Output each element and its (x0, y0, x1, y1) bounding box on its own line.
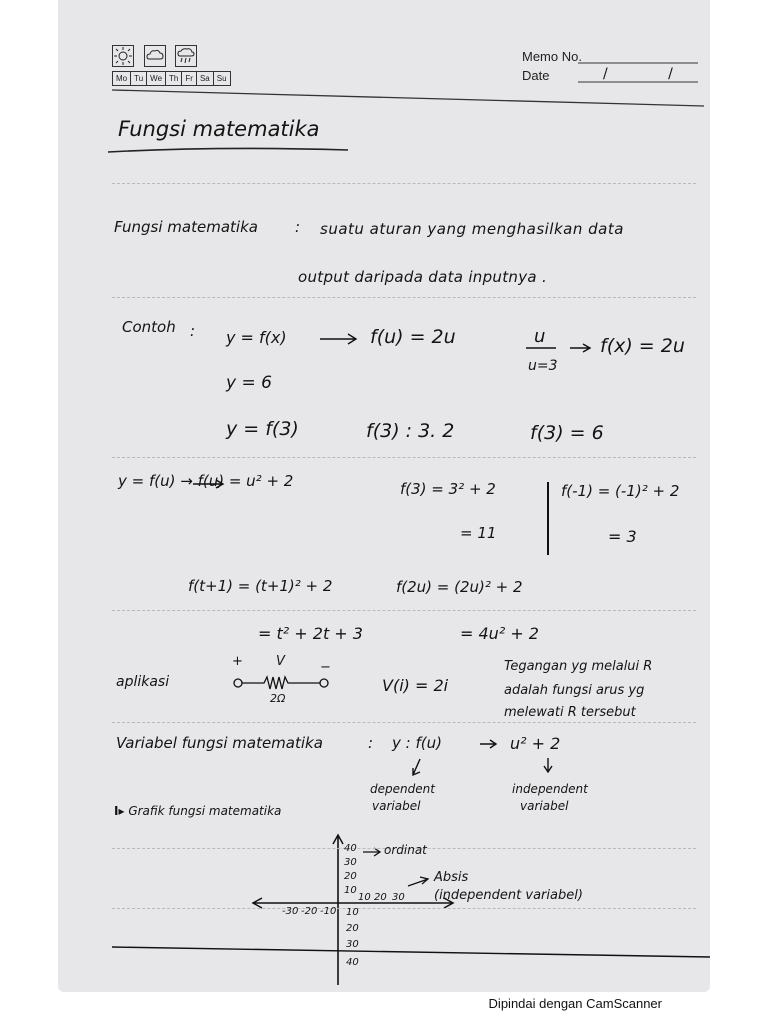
x-tick: -10 (320, 906, 337, 917)
variabel-expr: y : f(u) (392, 734, 442, 752)
x-tick: 10 (358, 892, 371, 903)
example-f3: f(3) = 3² + 2 (400, 480, 496, 498)
aplikasi-label: aplikasi (116, 674, 170, 690)
ruled-line (112, 908, 696, 909)
day-sa: Sa (197, 72, 214, 85)
y-tick: 10 (344, 885, 357, 896)
example-ft-result: = t² + 2t + 3 (258, 624, 363, 643)
y-tick: 20 (344, 871, 357, 882)
bullet-icon: I▸ (114, 804, 125, 818)
example-fneg: f(-1) = (-1)² + 2 (561, 482, 680, 500)
contoh-y-fx: y = f(x) (226, 328, 287, 347)
resistor-value: 2Ω (270, 692, 286, 705)
x-tick: 20 (374, 892, 387, 903)
aplikasi-equation: V(i) = 2i (382, 676, 449, 695)
day-fr: Fr (182, 72, 197, 85)
example-f2u: f(2u) = (2u)² + 2 (396, 578, 523, 596)
x-tick: -20 (301, 906, 318, 917)
memo-label: Memo No. (522, 49, 582, 64)
aplikasi-note-2: adalah fungsi arus yg (504, 683, 645, 698)
ruled-line (112, 183, 696, 184)
day-tu: Tu (131, 72, 147, 85)
ruled-line (112, 722, 696, 723)
contoh-fraction-den: u=3 (528, 358, 558, 374)
y-tick: 30 (346, 939, 359, 950)
contoh-fx-result: f(x) = 2u (600, 335, 685, 357)
example-y-fu: y = f(u) → f(u) = u² + 2 (118, 472, 294, 490)
circuit-minus: − (320, 660, 331, 675)
day-su: Su (216, 74, 227, 83)
y-tick: 10 (346, 907, 359, 918)
ruled-line (112, 610, 696, 611)
x-tick: 30 (392, 892, 405, 903)
ruled-line (112, 297, 696, 298)
y-tick: 40 (344, 843, 357, 854)
date-value: / / (603, 66, 701, 82)
example-f2u-result: = 4u² + 2 (460, 624, 539, 643)
y-tick: 30 (344, 857, 357, 868)
dependent-label-1: dependent (370, 782, 435, 796)
definition-line-2: output daripada data inputnya . (298, 268, 548, 286)
day-th: Th (166, 72, 182, 85)
variabel-expr-2: u² + 2 (510, 734, 561, 753)
aplikasi-note-1: Tegangan yg melalui R (504, 659, 653, 674)
contoh-fraction-num: u (534, 326, 546, 347)
variabel-colon: : (368, 734, 374, 752)
absis-sublabel: (independent variabel) (434, 888, 583, 903)
definition-term: Fungsi matematika (114, 218, 258, 236)
contoh-y-f3: y = f(3) (226, 418, 299, 440)
example-fneg-result: = 3 (608, 527, 637, 546)
example-ft: f(t+1) = (t+1)² + 2 (188, 577, 333, 595)
y-tick: 40 (346, 957, 359, 968)
contoh-f3-calc: f(3) : 3. 2 (366, 420, 455, 442)
notebook-page (58, 0, 710, 992)
ordinat-label: ordinat (384, 843, 427, 857)
day-mo: Mo (113, 72, 131, 85)
contoh-fu: f(u) = 2u (370, 326, 456, 348)
camscanner-footer: Dipindai dengan CamScanner (488, 996, 662, 1011)
contoh-colon: : (190, 322, 196, 340)
day-we: We (147, 72, 166, 85)
independent-label-1: independent (512, 782, 588, 796)
dependent-label-2: variabel (372, 799, 421, 813)
page-title: Fungsi matematika (118, 117, 320, 141)
y-tick: 20 (346, 923, 359, 934)
contoh-label: Contoh (122, 318, 176, 336)
circuit-plus: + (232, 654, 243, 669)
independent-label-2: variabel (520, 799, 569, 813)
grafik-label-text: Grafik fungsi matematika (128, 804, 282, 818)
definition-colon: : (295, 218, 301, 236)
ruled-line (112, 457, 696, 458)
contoh-f3-result: f(3) = 6 (530, 422, 604, 444)
example-f3-result: = 11 (460, 524, 497, 542)
absis-label: Absis (434, 870, 469, 885)
definition-line-1: suatu aturan yang menghasilkan data (320, 220, 624, 238)
contoh-y-6: y = 6 (226, 373, 272, 393)
grafik-label (114, 804, 281, 818)
x-tick: -30 (282, 906, 299, 917)
variabel-label: Variabel fungsi matematika (116, 734, 323, 752)
date-label: Date (522, 68, 550, 83)
aplikasi-note-3: melewati R tersebut (504, 705, 636, 720)
circuit-v: V (276, 654, 285, 669)
